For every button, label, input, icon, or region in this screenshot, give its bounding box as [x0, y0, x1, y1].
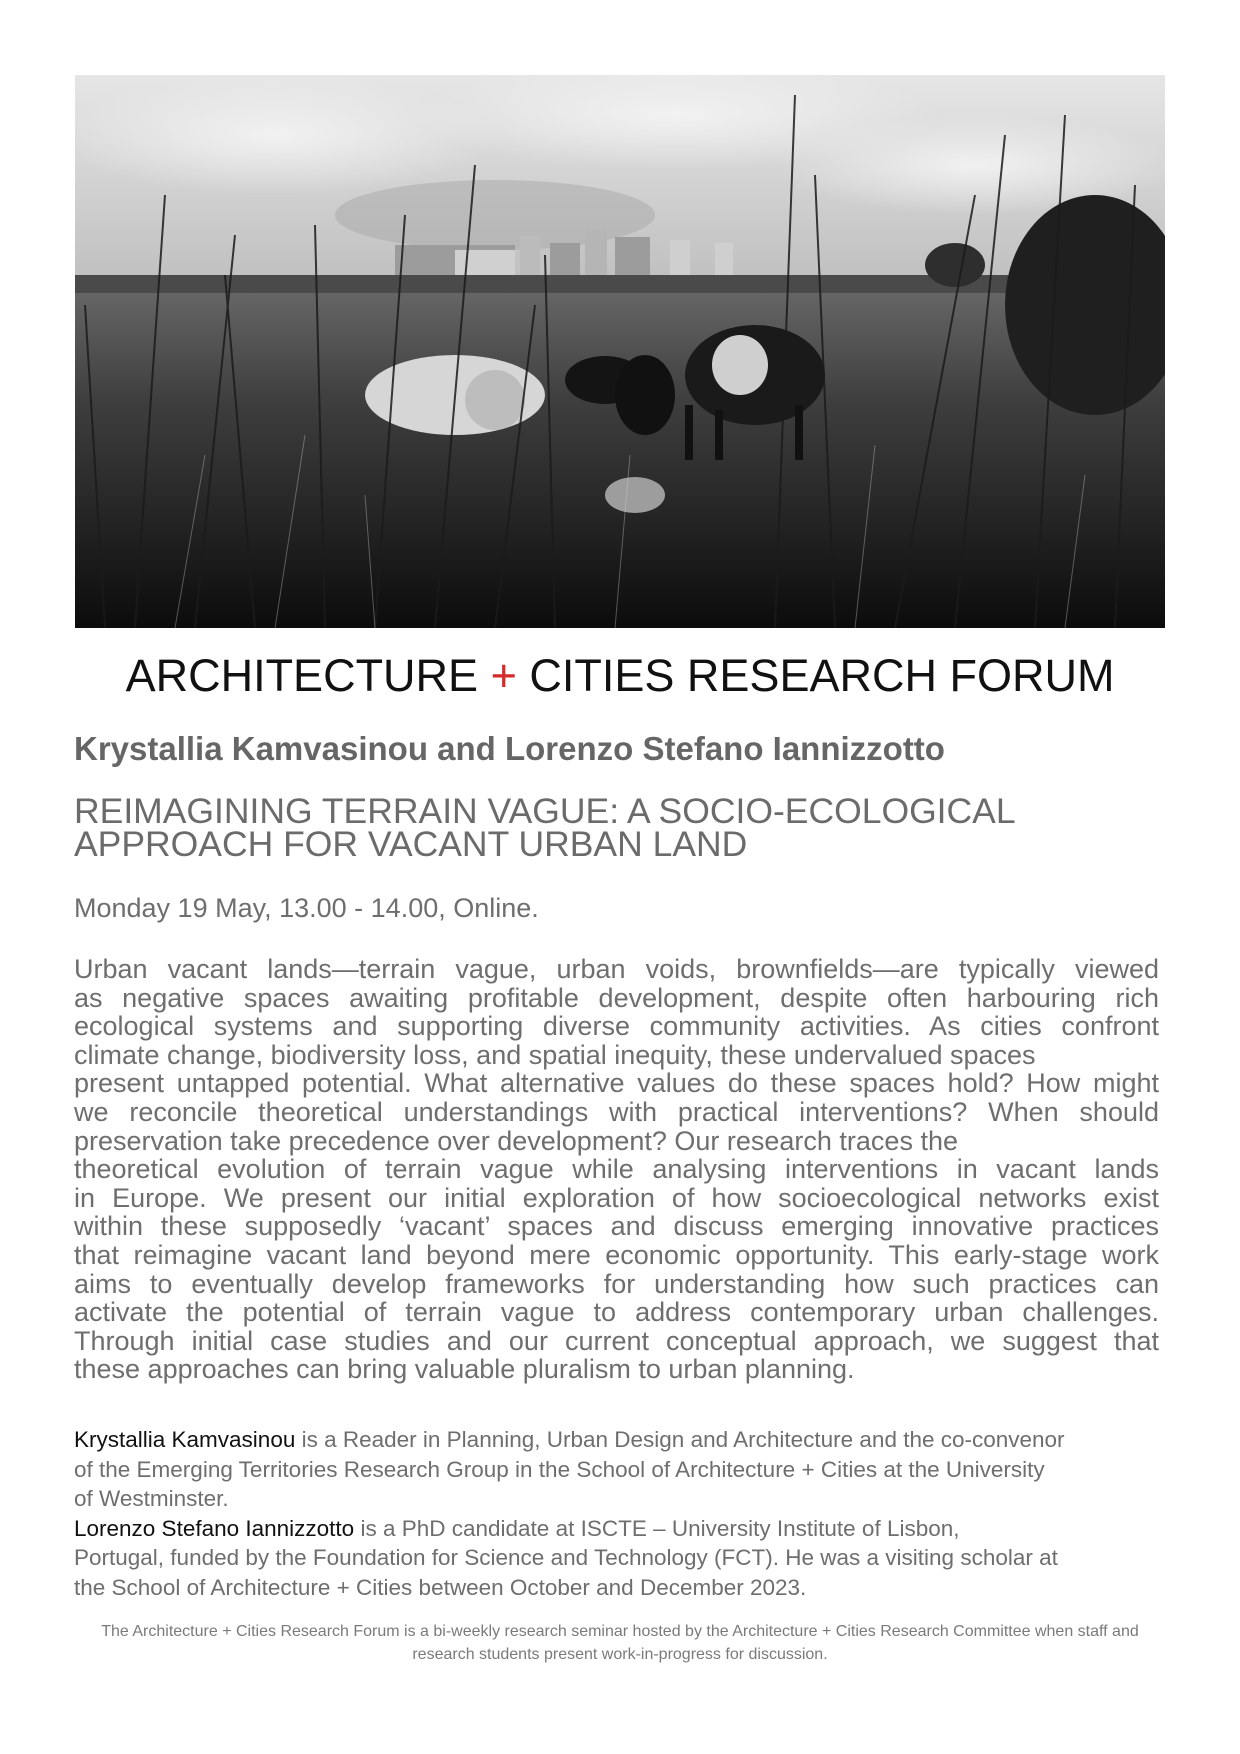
abstract-line: in Europe. We present our initial exploration of how socioecological networks exist: [74, 1182, 1159, 1213]
bio-name: Lorenzo Stefano Iannizzotto: [74, 1515, 355, 1541]
talk-title: [74, 791, 1174, 864]
abstract-line: ecological systems and supporting diverse community activities. As cities confront: [74, 1011, 1159, 1042]
abstract-line: these approaches can bring valuable pluralism to urban planning.: [74, 1354, 855, 1385]
bio-text: is a PhD candidate at ISCTE – University Institute of Lisbon,: [354, 1515, 960, 1541]
bio-iannizzotto-line: [74, 1514, 1164, 1544]
abstract-line: we reconcile theoretical understandings with practical interventions? When should: [74, 1096, 1159, 1127]
grazing-goats-photo: [75, 75, 1165, 628]
abstract-line: present untapped potential. What alternative values do these spaces hold? How might: [74, 1068, 1159, 1099]
stone: [605, 477, 665, 513]
bio-text: is a Reader in Planning, Urban Design and Architecture and the co-convenor: [295, 1427, 1065, 1452]
abstract: [74, 955, 1159, 1384]
footer-line: The Architecture + Cities Research Forum is a bi-weekly research seminar hosted by the Architecture + Cities Research Committee when staff and: [101, 1623, 1139, 1640]
bio-kamvasinou-line: of Westminster.: [74, 1486, 229, 1511]
footer-line: research students present work-in-progress for discussion.: [412, 1646, 828, 1663]
abstract-line: Urban vacant lands—terrain vague, urban voids, brownfields—are typically viewed: [74, 954, 1159, 984]
talk-title-line: APPROACH FOR VACANT URBAN LAND: [74, 824, 748, 864]
bio-kamvasinou-line: [74, 1425, 1164, 1455]
abstract-line: climate change, biodiversity loss, and spatial inequity, these undervalued spaces: [74, 1039, 1036, 1070]
forum-footer-note: [0, 1620, 1240, 1666]
plus-sign: +: [490, 650, 517, 701]
abstract-line: within these supposedly ‘vacant’ spaces and discuss emerging innovative practices: [74, 1211, 1159, 1242]
abstract-line: aims to eventually develop frameworks for understanding how such practices can: [74, 1268, 1159, 1299]
abstract-line: activate the potential of terrain vague to address contemporary urban challenges.: [74, 1297, 1159, 1328]
abstract-line: theoretical evolution of terrain vague while analysing interventions in vacant lands: [74, 1154, 1159, 1185]
abstract-line: as negative spaces awaiting profitable development, despite often harbouring rich: [74, 982, 1159, 1013]
event-date: Monday 19 May, 13.00 - 14.00, Online.: [74, 893, 539, 923]
forum-title-part2: CITIES RESEARCH FORUM: [529, 650, 1115, 701]
forum-title-part1: ARCHITECTURE: [125, 650, 479, 701]
bio-kamvasinou-line: of the Emerging Territories Research Group in the School of Architecture + Cities at the University: [74, 1456, 1045, 1482]
bio-iannizzotto-line: the School of Architecture + Cities between October and December 2023.: [74, 1574, 807, 1600]
speaker-names: Krystallia Kamvasinou and Lorenzo Stefano Iannizzotto: [74, 730, 945, 767]
header-photo: [75, 75, 1165, 628]
abstract-line: that reimagine vacant land beyond mere economic opportunity. This early-stage work: [74, 1239, 1159, 1270]
bio-iannizzotto-line: Portugal, funded by the Foundation for Science and Technology (FCT). He was a visiting scholar at: [74, 1545, 1058, 1570]
speaker-bios: [74, 1425, 1164, 1602]
abstract-line: preservation take precedence over development? Our research traces the: [74, 1125, 958, 1156]
abstract-line: Through initial case studies and our current conceptual approach, we suggest that: [74, 1325, 1159, 1356]
bio-name: Krystallia Kamvasinou: [74, 1427, 296, 1452]
talk-title-line: REIMAGINING TERRAIN VAGUE: A SOCIO-ECOLOGICAL: [74, 791, 1016, 831]
forum-title: [0, 650, 1240, 702]
